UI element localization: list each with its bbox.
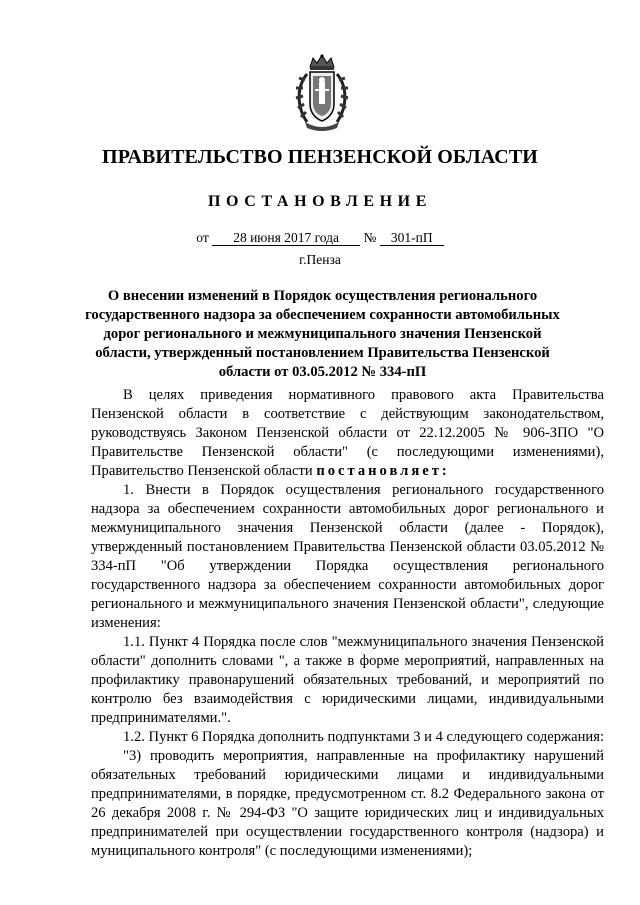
- date-prefix: от: [196, 230, 209, 245]
- resolves-word: постановляет:: [316, 463, 450, 479]
- document-number: 301-пП: [380, 230, 444, 246]
- date-number-line: [0, 230, 640, 246]
- preamble-text: В целях приведения нормативного правового акта Правительства Пензенской области в соответствие с действующим законодательством, руководствуясь Законом Пензенской области от 22.12.2005 № 906-ЗПО "О Правительстве Пензенской области" (с последующими изменениями), Правительство Пензенской области: [91, 387, 604, 479]
- paragraph-1-2: 1.2. Пункт 6 Порядка дополнить подпунктами 3 и 4 следующего содержания:: [123, 729, 604, 745]
- document-date: 28 июня 2017 года: [212, 230, 360, 246]
- city: г.Пенза: [299, 252, 341, 267]
- paragraph-1-1: 1.1. Пункт 4 Порядка после слов "межмуниципального значения Пензенской области" дополнить словами ", а также в форме мероприятий, направленных на профилактику правонарушений обязательных требований, и мероприятий по контролю без взаимодействия с юридическими лицами, индивидуальными предпринимателями.".: [91, 634, 604, 726]
- subpoint-3: "3) проводить мероприятия, направленные на профилактику нарушений обязательных требований юридическими лицами и индивидуальными предпринимателями, в порядке, предусмотренном ст. 8.2 Федерального закона от 26 декабря 2008 г. № 294-ФЗ "О защите юридических лиц и индивидуальных предпринимателей при осуществлении государственного контроля (надзора) и муниципального контроля" (с последующими изменениями);: [91, 748, 604, 859]
- document-body: [91, 386, 604, 861]
- penza-coat-of-arms-icon: [293, 54, 351, 132]
- number-prefix: №: [363, 230, 377, 245]
- preamble-paragraph: [91, 386, 604, 481]
- government-name: ПРАВИТЕЛЬСТВО ПЕНЗЕНСКОЙ ОБЛАСТИ: [102, 146, 538, 168]
- document-type: ПОСТАНОВЛЕНИЕ: [208, 193, 432, 210]
- paragraph-1: 1. Внести в Порядок осуществления регионального государственного надзора за обеспечением сохранности автомобильных дорог регионального и межмуниципального значения Пензенской области (далее - Порядок), утвержденный постановлением Правительства Пензенской области 03.05.2012 № 334-пП "Об утверждении Порядка осуществления регионального государственного надзора за обеспечением сохранности автомобильных дорог регионального и межмуниципального значения Пензенской области", следующие изменения:: [91, 482, 604, 631]
- document-title: О внесении изменений в Порядок осуществления регионального государственного надзора за обеспечением сохранности автомобильных дорог регионального и межмуниципального значения Пензенской области, утвержденный постановлением Правительства Пензенской области от 03.05.2012 № 334-пП: [85, 288, 560, 380]
